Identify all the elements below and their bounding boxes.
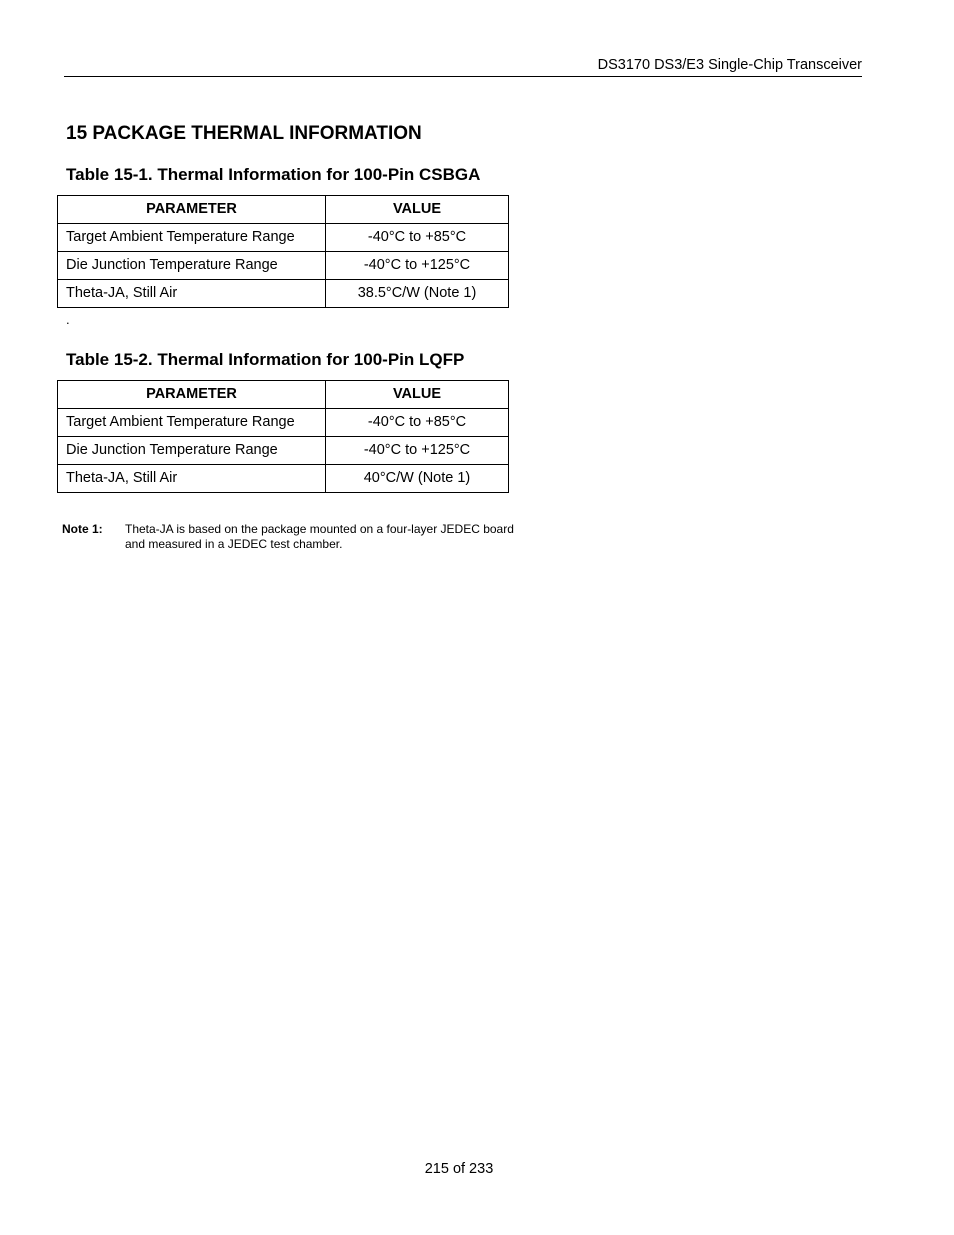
value-cell: -40°C to +125°C xyxy=(326,437,509,465)
table-caption-csbga: Table 15-1. Thermal Information for 100-Pin CSBGA xyxy=(66,165,481,184)
table-header-row xyxy=(58,381,509,409)
table-row xyxy=(58,465,509,493)
parameter-cell: Theta-JA, Still Air xyxy=(58,465,326,493)
column-header-parameter: PARAMETER xyxy=(58,381,326,409)
table-row xyxy=(58,409,509,437)
stray-period: . xyxy=(66,312,70,327)
table-row xyxy=(58,224,509,252)
table-row xyxy=(58,437,509,465)
value-cell: 40°C/W (Note 1) xyxy=(326,465,509,493)
column-header-parameter: PARAMETER xyxy=(58,196,326,224)
column-header-value: VALUE xyxy=(326,196,509,224)
note-text: Theta-JA is based on the package mounted on a four-layer JEDEC board and measured in a JEDEC test chamber. xyxy=(125,522,514,551)
value-cell: -40°C to +85°C xyxy=(326,409,509,437)
table-row xyxy=(58,252,509,280)
table-row xyxy=(58,280,509,308)
value-cell: -40°C to +125°C xyxy=(326,252,509,280)
thermal-table-lqfp xyxy=(57,380,509,493)
page-header xyxy=(64,55,862,77)
table-caption-lqfp: Table 15-2. Thermal Information for 100-Pin LQFP xyxy=(66,350,465,369)
page-number: 215 of 233 xyxy=(424,1161,494,1177)
parameter-cell: Target Ambient Temperature Range xyxy=(58,409,326,437)
note-label: Note 1: xyxy=(62,522,103,536)
column-header-value: VALUE xyxy=(326,381,509,409)
thermal-table-csbga xyxy=(57,195,509,308)
section-title: 15 PACKAGE THERMAL INFORMATION xyxy=(66,123,422,144)
value-cell: -40°C to +85°C xyxy=(326,224,509,252)
parameter-cell: Target Ambient Temperature Range xyxy=(58,224,326,252)
document-title: DS3170 DS3/E3 Single-Chip Transceiver xyxy=(597,57,862,73)
value-cell: 38.5°C/W (Note 1) xyxy=(326,280,509,308)
table-header-row xyxy=(58,196,509,224)
parameter-cell: Theta-JA, Still Air xyxy=(58,280,326,308)
parameter-cell: Die Junction Temperature Range xyxy=(58,437,326,465)
parameter-cell: Die Junction Temperature Range xyxy=(58,252,326,280)
